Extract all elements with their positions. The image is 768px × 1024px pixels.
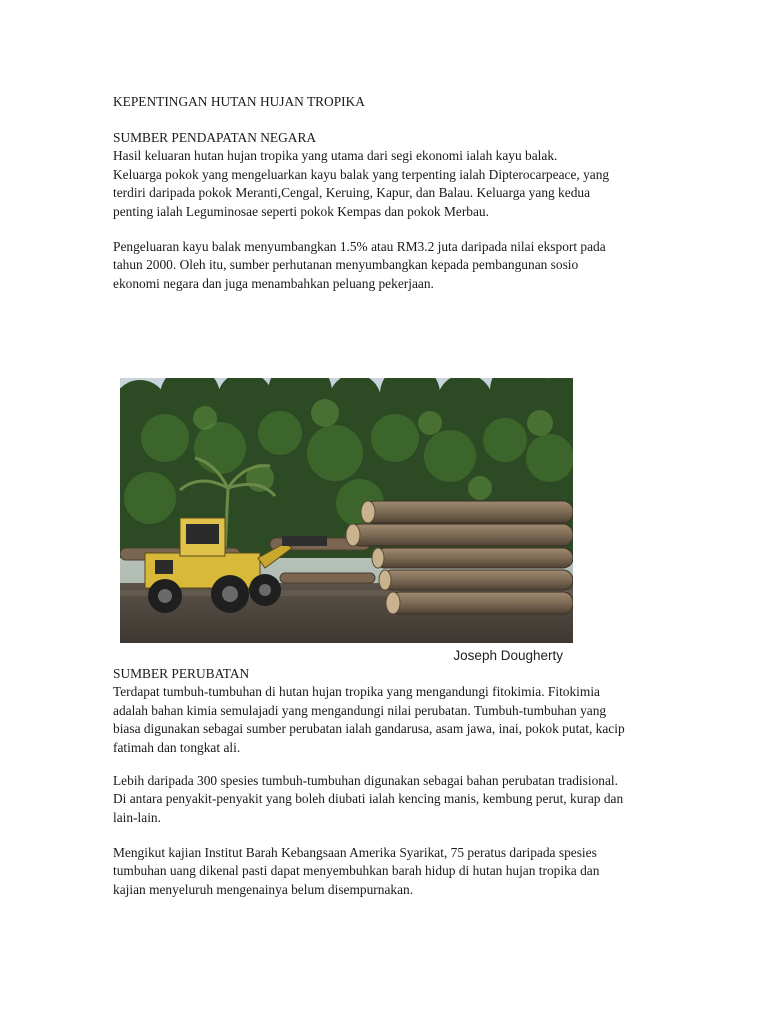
paragraph <box>113 238 688 293</box>
section-perubatan-paragraph-2 <box>113 772 688 827</box>
text-line: kajian menyeluruh mengenainya belum disempurnakan. <box>113 881 414 897</box>
section-sumber-pendapatan <box>113 129 688 221</box>
photo-credit: Joseph Dougherty <box>453 648 563 663</box>
text-line: Mengikut kajian Institut Barah Kebangsaan Amerika Syarikat, 75 peratus daripada spesies <box>113 845 597 860</box>
text-line: adalah bahan kimia semulajadi yang mengandungi nilai perubatan. Tumbuh-tumbuhan yang <box>113 702 607 718</box>
text-line: Hasil keluaran hutan hujan tropika yang utama dari segi ekonomi ialah kayu balak. <box>113 148 558 164</box>
text-line: Pengeluaran kayu balak menyumbangkan 1.5% atau RM3.2 juta daripada nilai eksport pada <box>113 239 606 254</box>
text-line: lain-lain. <box>113 809 161 825</box>
paragraph <box>113 683 688 757</box>
document-title: KEPENTINGAN HUTAN HUJAN TROPIKA <box>113 94 365 109</box>
paragraph <box>113 147 688 221</box>
text-line: tahun 2000. Oleh itu, sumber perhutanan menyumbangkan kepada pembangunan sosio <box>113 257 579 273</box>
text-line: biasa digunakan sebagai sumber perubatan ialah gandarusa, asam jawa, inai, pokok putat, kacip <box>113 721 625 737</box>
logging-photo-image <box>120 378 573 643</box>
text-line: penting ialah Leguminosae seperti pokok Kempas dan pokok Merbau. <box>113 203 489 219</box>
text-line: fatimah dan tongkat ali. <box>113 739 241 755</box>
document-title-block <box>113 93 688 111</box>
text-line: Terdapat tumbuh-tumbuhan di hutan hujan tropika yang mengandungi fitokimia. Fitokimia <box>113 684 600 700</box>
logging-photo <box>120 378 573 664</box>
section-heading-pendapatan: SUMBER PENDAPATAN NEGARA <box>113 130 317 145</box>
section-pendapatan-paragraph-2 <box>113 238 688 293</box>
text-line: Lebih daripada 300 spesies tumbuh-tumbuhan digunakan sebagai bahan perubatan tradisional. <box>113 773 618 788</box>
paragraph <box>113 772 688 827</box>
text-line: tumbuhan uang dikenal pasti dapat menyembuhkan barah hidup di hutan hujan tropika dan <box>113 863 600 879</box>
text-line: Keluarga pokok yang mengeluarkan kayu balak yang terpenting ialah Dipterocarpeace, yang <box>113 166 610 182</box>
section-perubatan-paragraph-3 <box>113 844 688 899</box>
paragraph <box>113 844 688 899</box>
section-heading-perubatan: SUMBER PERUBATAN <box>113 666 250 681</box>
text-line: terdiri daripada pokok Meranti,Cengal, Keruing, Kapur, dan Balau. Keluarga yang kedua <box>113 185 591 201</box>
text-line: Di antara penyakit-penyakit yang boleh diubati ialah kencing manis, kembung perut, kurap dan <box>113 791 624 807</box>
text-line: ekonomi negara dan juga menambahkan peluang pekerjaan. <box>113 275 434 291</box>
section-sumber-perubatan <box>113 665 688 757</box>
